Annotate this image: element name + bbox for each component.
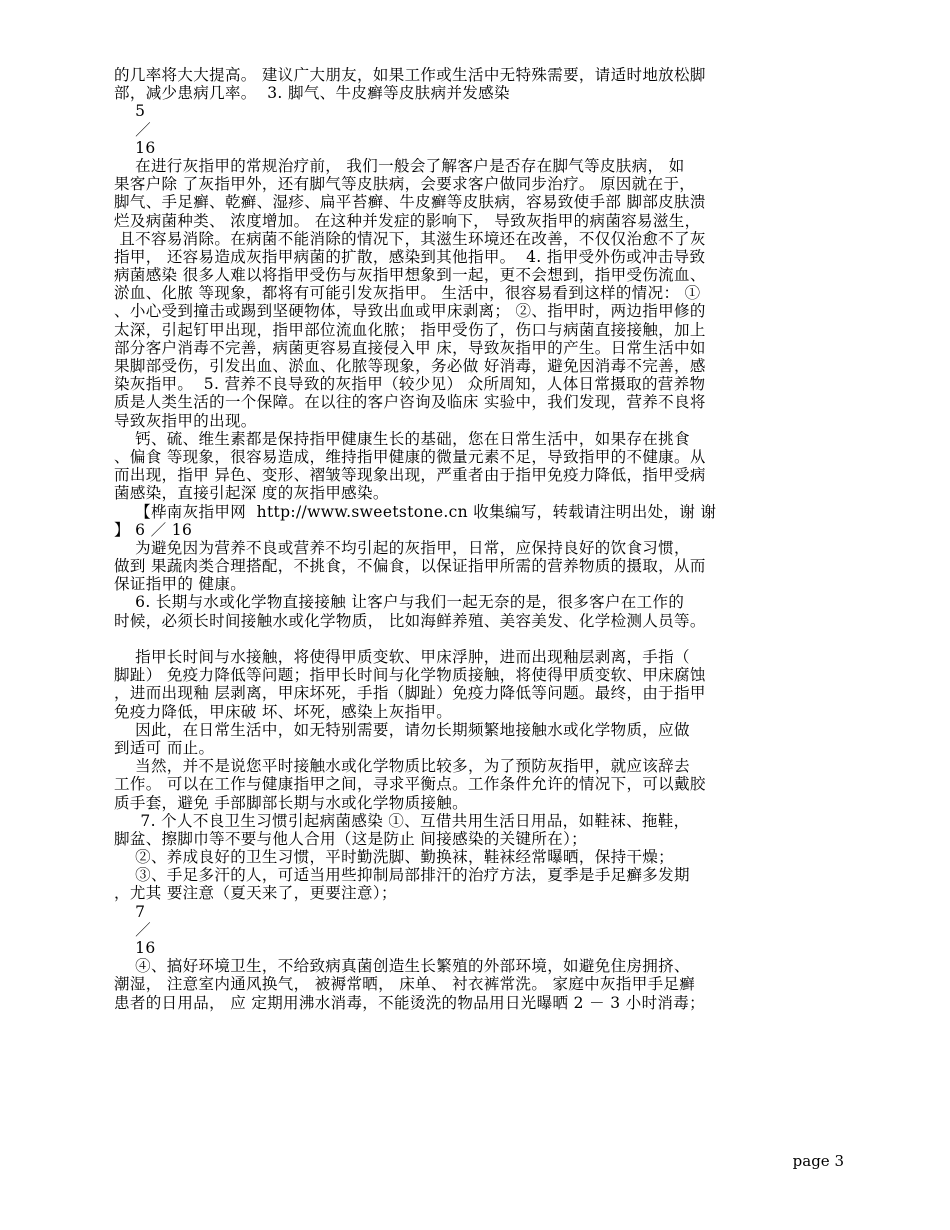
text-line: 6. 长期与水或化学物直接接触 让客户与我们一起无奈的是，很多客户在工作的 <box>114 593 685 612</box>
text-line: 【桦南灰指甲网 http://www.sweetstone.cn 收集编写，转载请注明出处，谢 谢 <box>114 502 717 521</box>
text-line: 且不容易消除。在病菌不能消除的情况下，其滋生环境还在改善，不仅仅治愈不了灰 <box>114 229 706 248</box>
text-line: 为避免因为营养不良或营养不均引起的灰指甲，日常，应保持良好的饮食习惯， <box>114 538 690 557</box>
text-line: 果脚部受伤，引发出血、淤血、化脓等现象，务必做 好消毒，避免因消毒不完善，感 <box>114 357 706 375</box>
text-line: 部，减少患病几率。 3. 脚气、牛皮癣等皮肤病并发感染 <box>114 84 510 103</box>
text-line: 指甲长时间与水接触，将使得甲质变软、甲床浮肿，进而出现釉层剥离，手指（ <box>114 648 690 666</box>
text-line: 脚盆、擦脚巾等不要与他人合用（这是防止 间接感染的关键所在）； <box>114 829 588 848</box>
text-line: ④、搞好环境卫生，不给致病真菌创造生长繁殖的外部环境，如避免住房拥挤、 <box>114 957 690 976</box>
text-line: 保证指甲的 健康。 <box>114 575 247 594</box>
text-line: 质手套，避免 手部脚部长期与水或化学物质接触。 <box>114 793 468 812</box>
document-body <box>114 66 844 1012</box>
text-line: 7. 个人不良卫生习惯引起病菌感染 ①、互借共用生活日用品，如鞋袜、拖鞋， <box>114 811 690 830</box>
text-line: ②、养成良好的卫生习惯，平时勤洗脚、勤换袜，鞋袜经常曝晒，保持干燥； <box>114 848 675 867</box>
text-line: 患者的日用品， 应 定期用沸水消毒，不能烫洗的物品用日光曝晒 2 － 3 小时消毒； <box>114 993 705 1012</box>
text-line: ，尤其 要注意（夏天来了，更要注意）； <box>114 884 397 903</box>
text-line: 免疫力降低，甲床破 坏、坏死，感染上灰指甲。 <box>114 702 453 721</box>
text-line: 工作。 可以在工作与健康指甲之间，寻求平衡点。工作条件允许的情况下，可以戴胶 <box>114 775 706 794</box>
text-line: 到适可 而止。 <box>114 738 215 757</box>
text-line: 、偏食 等现象，很容易造成，维持指甲健康的微量元素不足，导致指甲的不健康。从 <box>114 447 706 466</box>
text-line: 做到 果蔬肉类合理搭配，不挑食，不偏食，以保证指甲所需的营养物质的摄取，从而 <box>114 557 706 576</box>
text-line: 果客户除 了灰指甲外，还有脚气等皮肤病，会要求客户做同步治疗。 原因就在于， <box>114 175 696 194</box>
text-line: 脚趾） 免疫力降低等问题；指甲长时间与化学物质接触，将使得甲质变软、甲床腐蚀 <box>114 666 706 685</box>
text-line: 潮湿， 注意室内通风换气， 被褥常晒， 床单、 衬衣裤常洗。 家庭中灰指甲手足癣 <box>114 975 696 994</box>
text-line: 烂及病菌种类、 浓度增加。 在这种并发症的影响下， 导致灰指甲的病菌容易滋生， <box>114 211 701 230</box>
text-line: 5 <box>114 102 146 121</box>
text-line: 病菌感染 很多人难以将指甲受伤与灰指甲想象到一起，更不会想到，指甲受伤流血、 <box>114 266 706 285</box>
text-line: 部分客户消毒不完善，病菌更容易直接侵入甲 床，导致灰指甲的产生。日常生活中如 <box>114 338 706 357</box>
text-line: 太深，引起钉甲出现，指甲部位流血化脓； 指甲受伤了，伤口与病菌直接接触，加上 <box>114 320 706 339</box>
text-line: 钙、硫、维生素都是保持指甲健康生长的基础，您在日常生活中，如果存在挑食 <box>114 429 690 448</box>
text-line: 7 <box>114 902 146 921</box>
text-line <box>114 630 844 648</box>
text-line: 淤血、化脓 等现象，都将有可能引发灰指甲。 生活中，很容易看到这样的情况： ① <box>114 284 701 303</box>
text-line: 16 <box>114 138 156 157</box>
text-line: 菌感染，直接引起深 度的灰指甲感染。 <box>114 484 389 503</box>
text-line: 导致灰指甲的出现。 <box>114 411 257 430</box>
text-line: 】 6 ／ 16 <box>114 520 193 539</box>
text-line: 16 <box>114 939 156 957</box>
text-line: 指甲， 还容易造成灰指甲病菌的扩散，感染到其他指甲。 4. 指甲受外伤或冲击导致 <box>114 247 706 266</box>
page-number: page 3 <box>792 1152 844 1170</box>
text-line: 当然，并不是说您平时接触水或化学物质比较多，为了预防灰指甲，就应该辞去 <box>114 757 690 776</box>
text-line: ③、手足多汗的人，可适当用些抑制局部排汗的治疗方法，夏季是手足癣多发期 <box>114 866 690 885</box>
text-line: 质是人类生活的一个保障。在以往的客户咨询及临床 实验中，我们发现，营养不良将 <box>114 393 706 412</box>
text-line: ，进而出现釉 层剥离，甲床坏死，手指（脚趾）免疫力降低等问题。最终，由于指甲 <box>114 684 706 703</box>
text-line: 的几率将大大提高。 建议广大朋友，如果工作或生活中无特殊需要，请适时地放松脚 <box>114 66 706 84</box>
text-line: ／ <box>114 920 151 939</box>
text-line: 在进行灰指甲的常规治疗前， 我们一般会了解客户是否存在脚气等皮肤病， 如 <box>114 156 685 175</box>
text-line: ／ <box>114 120 151 139</box>
text-line: 因此，在日常生活中，如无特别需要，请勿长期频繁地接触水或化学物质，应做 <box>114 720 690 739</box>
text-line: 时候，必须长时间接触水或化学物质， 比如海鲜养殖、美容美发、化学检测人员等。 <box>114 611 706 630</box>
text-line: 而出现，指甲 异色、变形、褶皱等现象出现，严重者由于指甲免疫力降低，指甲受病 <box>114 466 706 485</box>
text-line: 、小心受到撞击或踢到坚硬物体，导致出血或甲床剥离； ②、指甲时，两边指甲修的 <box>114 302 706 321</box>
text-line: 脚气、手足癣、乾癣、湿疹、扁平苔癣、牛皮癣等皮肤病，容易致使手部 脚部皮肤溃 <box>114 193 706 212</box>
text-line: 染灰指甲。 5. 营养不良导致的灰指甲（较少见） 众所周知，人体日常摄取的营养物 <box>114 375 706 394</box>
